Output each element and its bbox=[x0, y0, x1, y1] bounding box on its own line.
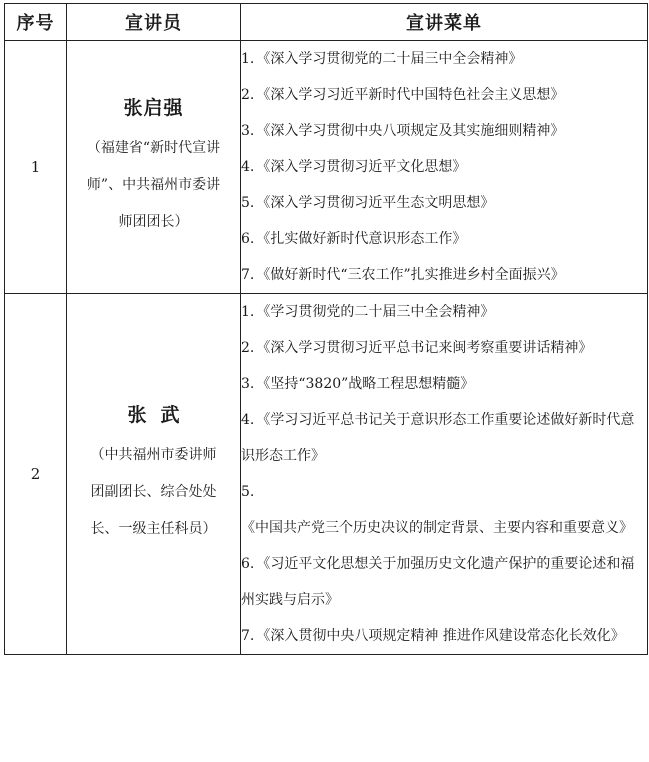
menu-item bbox=[241, 330, 647, 366]
menu-item-title: 《深入学习贯彻习近平生态文明思想》 bbox=[256, 195, 495, 211]
speaker-title-line: 师”、中共福州市委讲 bbox=[86, 177, 221, 193]
menu-item-number: 3. bbox=[241, 123, 255, 139]
speaker-title-line: 团副团长、综合处处 bbox=[90, 484, 217, 500]
menu-item-title: 《学习习近平总书记关于意识形态工作重要论述做好新时代意识形态工作》 bbox=[241, 412, 635, 464]
speaker-name: 张启强 bbox=[123, 97, 184, 119]
menu-item bbox=[241, 474, 647, 546]
menu-item bbox=[241, 366, 647, 402]
menu-item bbox=[241, 113, 647, 149]
menu-item-number: 1. bbox=[241, 51, 255, 67]
menu-item-number: 5. bbox=[241, 195, 255, 211]
speaker-title-line: （福建省“新时代宣讲 bbox=[86, 140, 221, 156]
menu-item-title: 《深入学习习近平新时代中国特色社会主义思想》 bbox=[256, 87, 565, 103]
menu-item-title: 《深入贯彻中央八项规定精神 推进作风建设常态化长效化》 bbox=[256, 628, 625, 644]
lecture-menu-table bbox=[4, 3, 648, 655]
menu-item bbox=[241, 185, 647, 221]
menu-item-number: 4. bbox=[241, 412, 255, 428]
menu-item-title: 《深入学习贯彻中央八项规定及其实施细则精神》 bbox=[256, 123, 565, 139]
menu-cell bbox=[241, 294, 648, 655]
menu-item-number: 2. bbox=[241, 87, 255, 103]
header-menu: 宣讲菜单 bbox=[241, 4, 648, 41]
menu-item-title: 《做好新时代“三农工作”扎实推进乡村全面振兴》 bbox=[256, 267, 565, 283]
menu-item bbox=[241, 402, 647, 474]
menu-item-title: 《习近平文化思想关于加强历史文化遗产保护的重要论述和福州实践与启示》 bbox=[241, 556, 635, 608]
row-seq: 1 bbox=[5, 41, 67, 294]
menu-item bbox=[241, 546, 647, 618]
menu-item-number: 6. bbox=[241, 556, 255, 572]
row-seq: 2 bbox=[5, 294, 67, 655]
speaker-name: 张武 bbox=[127, 404, 194, 426]
menu-item-title: 《深入学习贯彻党的二十届三中全会精神》 bbox=[256, 51, 523, 67]
menu-item-title: 《中国共产党三个历史决议的制定背景、主要内容和重要意义》 bbox=[241, 520, 633, 536]
menu-item bbox=[241, 294, 647, 330]
speaker-title-line: 长、一级主任科员） bbox=[90, 521, 217, 537]
menu-item bbox=[241, 618, 647, 654]
table-header-row bbox=[5, 4, 648, 41]
header-seq: 序号 bbox=[5, 4, 67, 41]
menu-item-title: 《学习贯彻党的二十届三中全会精神》 bbox=[256, 304, 495, 320]
speaker-title-line: （中共福州市委讲师 bbox=[90, 447, 217, 463]
table-row bbox=[5, 294, 648, 655]
menu-item-number: 3. bbox=[241, 376, 255, 392]
menu-item-number: 6. bbox=[241, 231, 255, 247]
menu-item-title: 《扎实做好新时代意识形态工作》 bbox=[256, 231, 467, 247]
header-speaker: 宣讲员 bbox=[67, 4, 241, 41]
menu-item bbox=[241, 41, 647, 77]
menu-cell bbox=[241, 41, 648, 294]
menu-item bbox=[241, 221, 647, 257]
menu-item-number: 7. bbox=[241, 628, 255, 644]
menu-item-number: 7. bbox=[241, 267, 255, 283]
menu-item bbox=[241, 77, 647, 113]
menu-item-title: 《深入学习贯彻习近平总书记来闽考察重要讲话精神》 bbox=[256, 340, 593, 356]
menu-item-number: 1. bbox=[241, 304, 255, 320]
menu-item bbox=[241, 257, 647, 293]
menu-item-title: 《坚持“3820”战略工程思想精髓》 bbox=[256, 376, 475, 392]
menu-item-number: 2. bbox=[241, 340, 255, 356]
speaker-cell bbox=[67, 294, 241, 655]
menu-item bbox=[241, 149, 647, 185]
menu-item-number: 4. bbox=[241, 159, 255, 175]
menu-item-number: 5. bbox=[241, 484, 255, 500]
menu-item-title: 《深入学习贯彻习近平文化思想》 bbox=[256, 159, 467, 175]
speaker-cell bbox=[67, 41, 241, 294]
speaker-title-line: 师团团长） bbox=[118, 214, 189, 230]
table-row bbox=[5, 41, 648, 294]
